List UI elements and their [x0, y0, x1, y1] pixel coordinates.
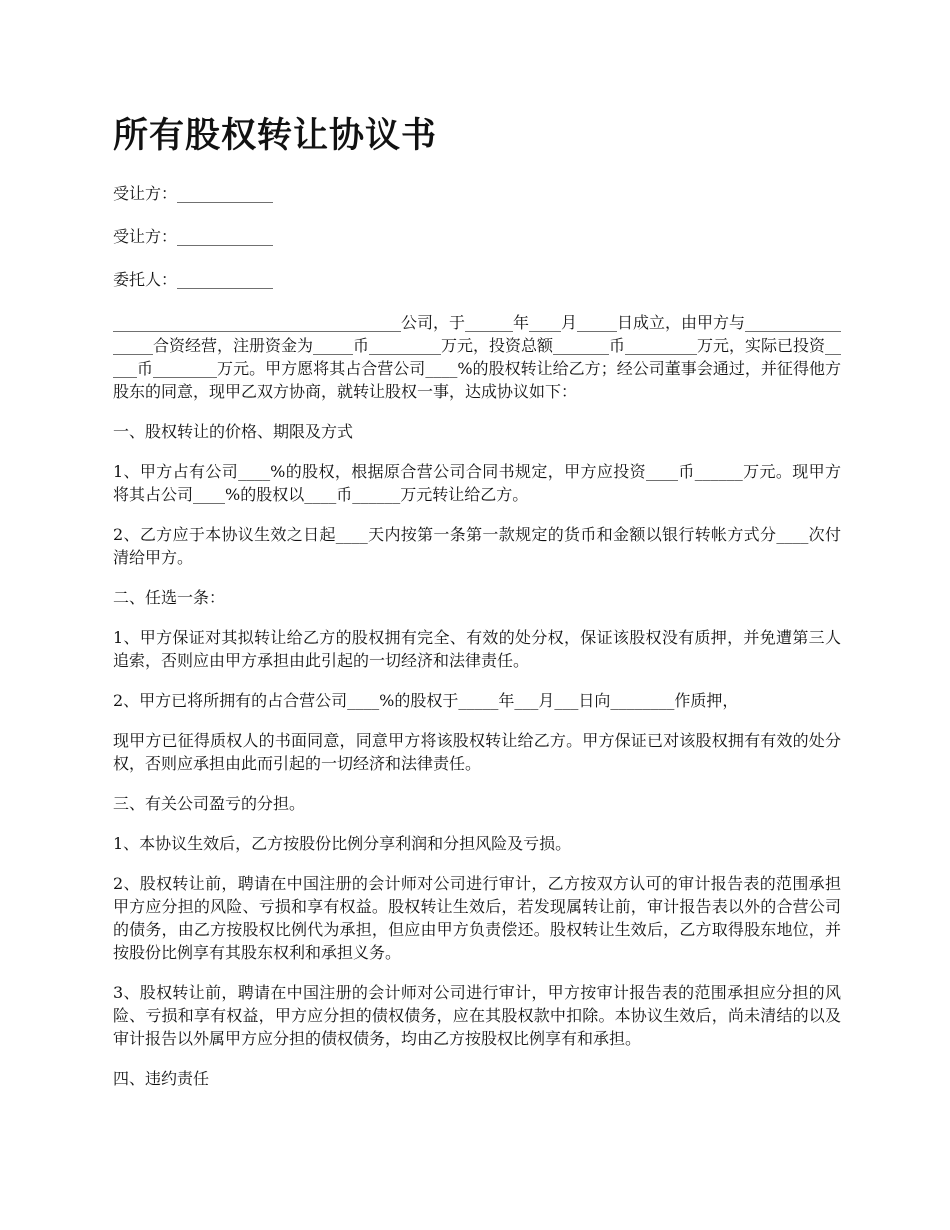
section-3-item-1: 1、本协议生效后，乙方按股份比例分享利润和分担风险及亏损。: [113, 834, 572, 853]
section-3-item-3: 3、股权转让前，聘请在中国注册的会计师对公司进行审计，甲方按审计报告表的范围承担应分担的风险、亏损和享有权益，甲方应分担的债权债务，应在其股权款中扣除。本协议生效后，尚未清结的以及审计报告以外属甲方应分担的债权债务，均由乙方按股权比例享有和承担。: [113, 983, 841, 1048]
section-1-heading: 一、股权转让的价格、期限及方式: [113, 422, 354, 441]
section-2-item-2: 2、甲方已将所拥有的占合营公司____%的股权于_____年___月___日向________作质押，: [113, 691, 739, 710]
party-agent: 委托人：____________: [113, 270, 274, 289]
document-title: 所有股权转让协议书: [113, 115, 438, 156]
section-1-item-1: 1、甲方占有公司____%的股权，根据原合营公司合同书规定，甲方应投资____币______万元。现甲方将其占公司____%的股权以____币______万元转让给乙方。: [113, 462, 841, 504]
document-page: [113, 112, 841, 1107]
section-2-item-2-continued: 现甲方已征得质权人的书面同意，同意甲方将该股权转让给乙方。甲方保证已对该股权拥有有效的处分权，否则应承担由此而引起的一切经济和法律责任。: [113, 731, 841, 773]
party-transferee-1: 受让方：____________: [113, 184, 274, 203]
section-3-heading: 三、有关公司盈亏的分担。: [113, 794, 306, 813]
party-transferee-2: 受让方：____________: [113, 227, 274, 246]
section-2-heading: 二、任选一条：: [113, 588, 226, 607]
section-4-heading: 四、违约责任: [113, 1069, 210, 1088]
section-2-item-1: 1、甲方保证对其拟转让给乙方的股权拥有完全、有效的处分权，保证该股权没有质押，并免遭第三人追索，否则应由甲方承担由此引起的一切经济和法律责任。: [113, 628, 841, 670]
section-3-item-2: 2、股权转让前，聘请在中国注册的会计师对公司进行审计，乙方按双方认可的审计报告表的范围承担甲方应分担的风险、亏损和享有权益。股权转让生效后，若发现属转让前，审计报告表以外的合营公司的债务，由乙方按股权比例代为承担，但应由甲方负责偿还。股权转让生效后，乙方取得股东地位，并按股份比例享有其股东权利和承担义务。: [113, 874, 841, 962]
intro-paragraph: ____________________________________公司，于______年____月_____日成立，由甲方与_________________合资经营，注册资金为_____币_________万元，投资总额_______币_________万元，实际已投资_____币________万元。甲方愿将其占合营公司____%的股权转让给乙方；经公司董事会通过，并征得他方股东的同意，现甲乙双方协商，就转让股权一事，达成协议如下：: [113, 313, 842, 401]
section-1-item-2: 2、乙方应于本协议生效之日起____天内按第一条第一款规定的货币和金额以银行转帐方式分____次付清给甲方。: [113, 525, 841, 567]
